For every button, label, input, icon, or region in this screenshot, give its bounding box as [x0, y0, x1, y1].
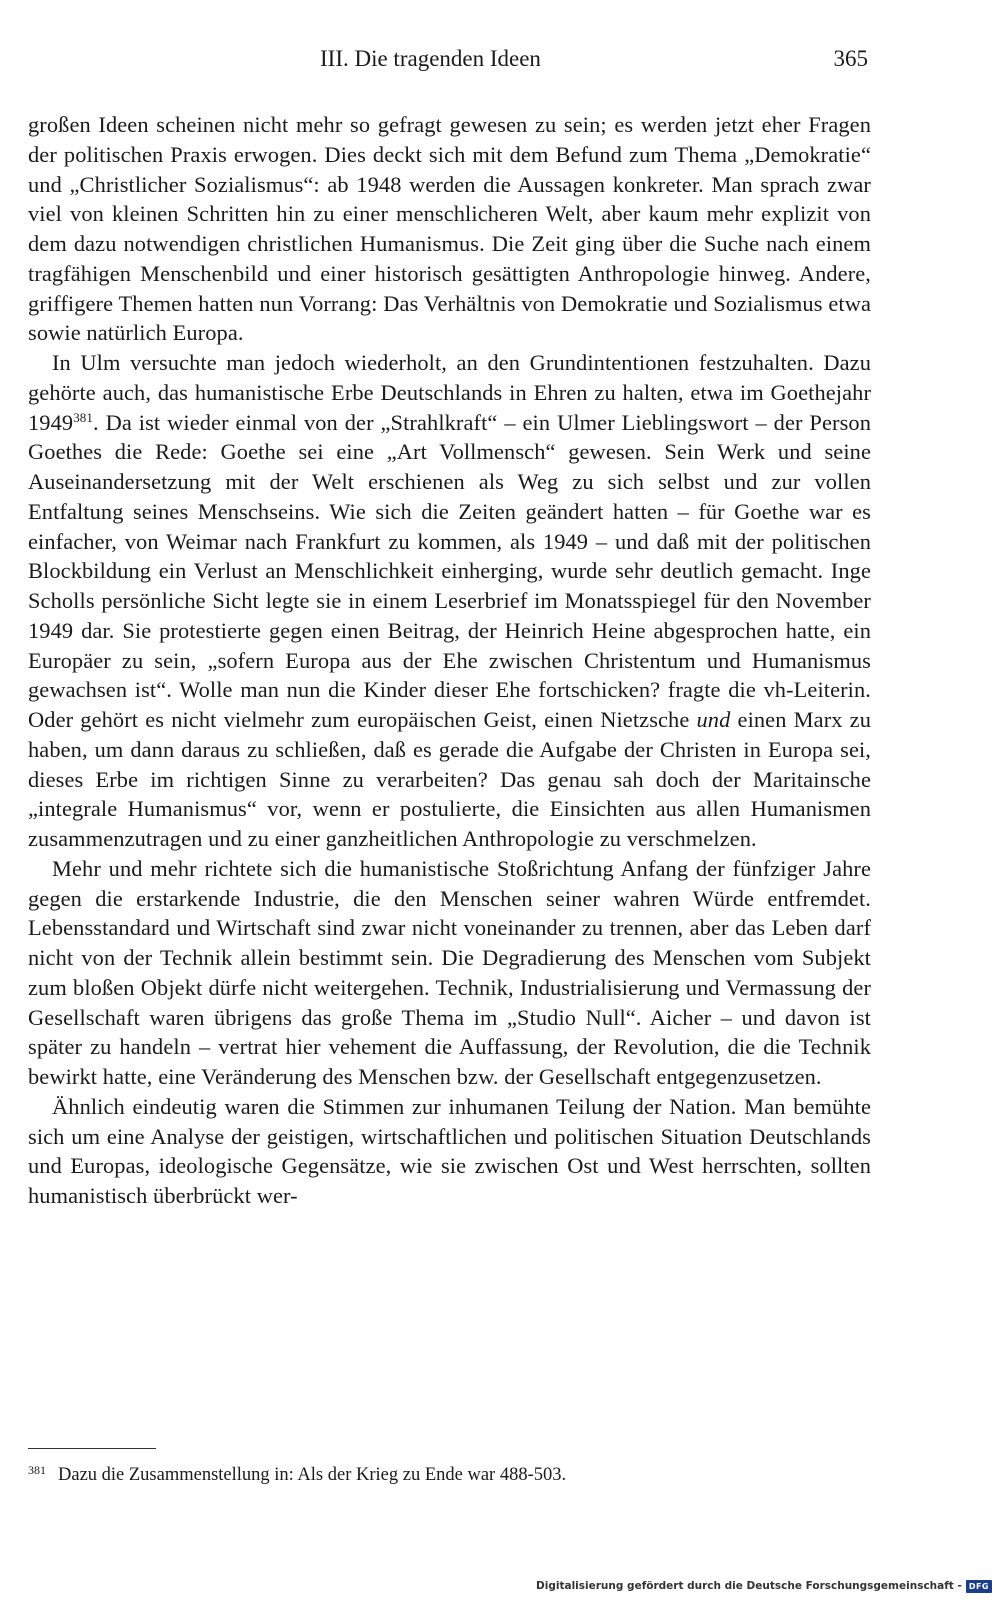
text-segment: einen Marx zu haben, um dann daraus zu schließen, daß es gerade die Aufgabe der Christen in Europa sei, dieses Erbe im richtigen Sinne zu verarbeiten? Das genau sah doch der Maritainsche „integrale Humanismus“ vor, wenn er postulierte, die Einsichten aus allen Humanismen zusammenzutragen und zu einer ganzheitlichen Anthropologie zu verschmelzen.	[28, 707, 872, 851]
footnote	[28, 1458, 871, 1487]
footnote-text: Dazu die Zusammenstellung in: Als der Krieg zu Ende war 488-503.	[58, 1465, 567, 1485]
funding-note-text: Digitalisierung gefördert durch die Deutsche Forschungsgemeinschaft -	[536, 1580, 962, 1592]
running-header	[28, 46, 868, 76]
footnote-separator	[28, 1448, 156, 1449]
paragraph-1	[28, 110, 871, 348]
paragraph-4	[28, 1092, 871, 1211]
paragraph-2	[28, 348, 871, 854]
page-number: 365	[833, 46, 868, 71]
text-segment: In Ulm versuchte man jedoch wiederholt, an den Grundintentionen festzuhalten. Dazu gehörte auch, das humanistische Erbe Deutschlands in Ehren zu halten, etwa im Goethejahr 1949	[28, 350, 871, 435]
emphasis-text: und	[696, 707, 731, 732]
footnote-number: 381	[28, 1463, 46, 1477]
funding-note	[536, 1576, 992, 1596]
footnote-reference[interactable]: 381	[73, 409, 93, 425]
text-segment: Mehr und mehr richtete sich die humanistische Stoßrichtung Anfang der fünfziger Jahre gegen die erstarkende Industrie, die den Menschen seiner wahren Würde entfremdet. Lebensstandard und Wirtschaft sind zwar nicht voneinander zu trennen, aber das Leben darf nicht von der Technik allein bestimmt sein. Die Degradierung des Menschen vom Subjekt zum bloßen Objekt dürfe nicht weitergehen. Technik, Industrialisierung und Vermassung der Gesellschaft waren übrigens das große Thema im „Studio Null“. Aicher – und davon ist später zu handeln – vertrat hier vehement die Auffassung, der Revolution, die die Technik bewirkt hatte, eine Veränderung des Menschen bzw. der Gesellschaft entgegenzusetzen.	[28, 855, 871, 1089]
dfg-logo: DFG	[966, 1580, 992, 1593]
main-text	[28, 110, 871, 1211]
paragraph-3	[28, 854, 871, 1092]
text-segment: großen Ideen scheinen nicht mehr so gefragt gewesen zu sein; es werden jetzt eher Fragen der politischen Praxis erwogen. Dies deckt sich mit dem Befund zum Thema „Demokratie“ und „Christlicher Sozialismus“: ab 1948 werden die Aussagen konkreter. Man sprach zwar viel von kleinen Schritten hin zu einer menschlicheren Welt, aber kaum mehr explizit von dem dazu notwendigen christlichen Humanismus. Die Zeit ging über die Suche nach einem tragfähigen Menschenbild und einer historisch gesättigten Anthropologie hinweg. Andere, griffigere Themen hatten nun Vorrang: Das Verhältnis von Demokratie und Sozialismus etwa sowie natürlich Europa.	[28, 112, 871, 346]
text-segment: . Da ist wieder einmal von der „Strahlkraft“ – ein Ulmer Lieblingswort – der Person Goethes die Rede: Goethe sei eine „Art Vollmensch“ gewesen. Sein Werk und seine Auseinandersetzung mit der Welt erschienen als Weg zu sich selbst und zur vollen Entfaltung seines Menschseins. Wie sich die Zeiten geändert hatten – für Goethe war es einfacher, von Weimar nach Frankfurt zu kommen, als 1949 – und daß mit der politischen Blockbildung ein Verlust an Menschlichkeit einherging, wurde sehr deutlich gemacht. Inge Scholls persönliche Sicht legte sie in einem Leserbrief im Monatsspiegel für den November 1949 dar. Sie protestierte gegen einen Beitrag, der Heinrich Heine abgesprochen hatte, ein Europäer zu sein, „sofern Europa aus der Ehe zwischen Christentum und Humanismus gewachsen ist“. Wolle man nun die Kinder dieser Ehe fortschicken? fragte die vh-Leiterin. Oder gehört es nicht vielmehr zum europäischen Geist, einen Nietzsche	[28, 409, 871, 732]
running-header-title: III. Die tragenden Ideen	[320, 46, 541, 71]
text-segment: Ähnlich eindeutig waren die Stimmen zur inhumanen Teilung der Nation. Man bemühte sich um eine Analyse der geistigen, wirtschaftlichen und politischen Situation Deutschlands und Europas, ideologische Gegensätze, wie sie zwischen Ost und West herrschten, sollten humanistisch überbrückt wer-	[28, 1093, 871, 1208]
